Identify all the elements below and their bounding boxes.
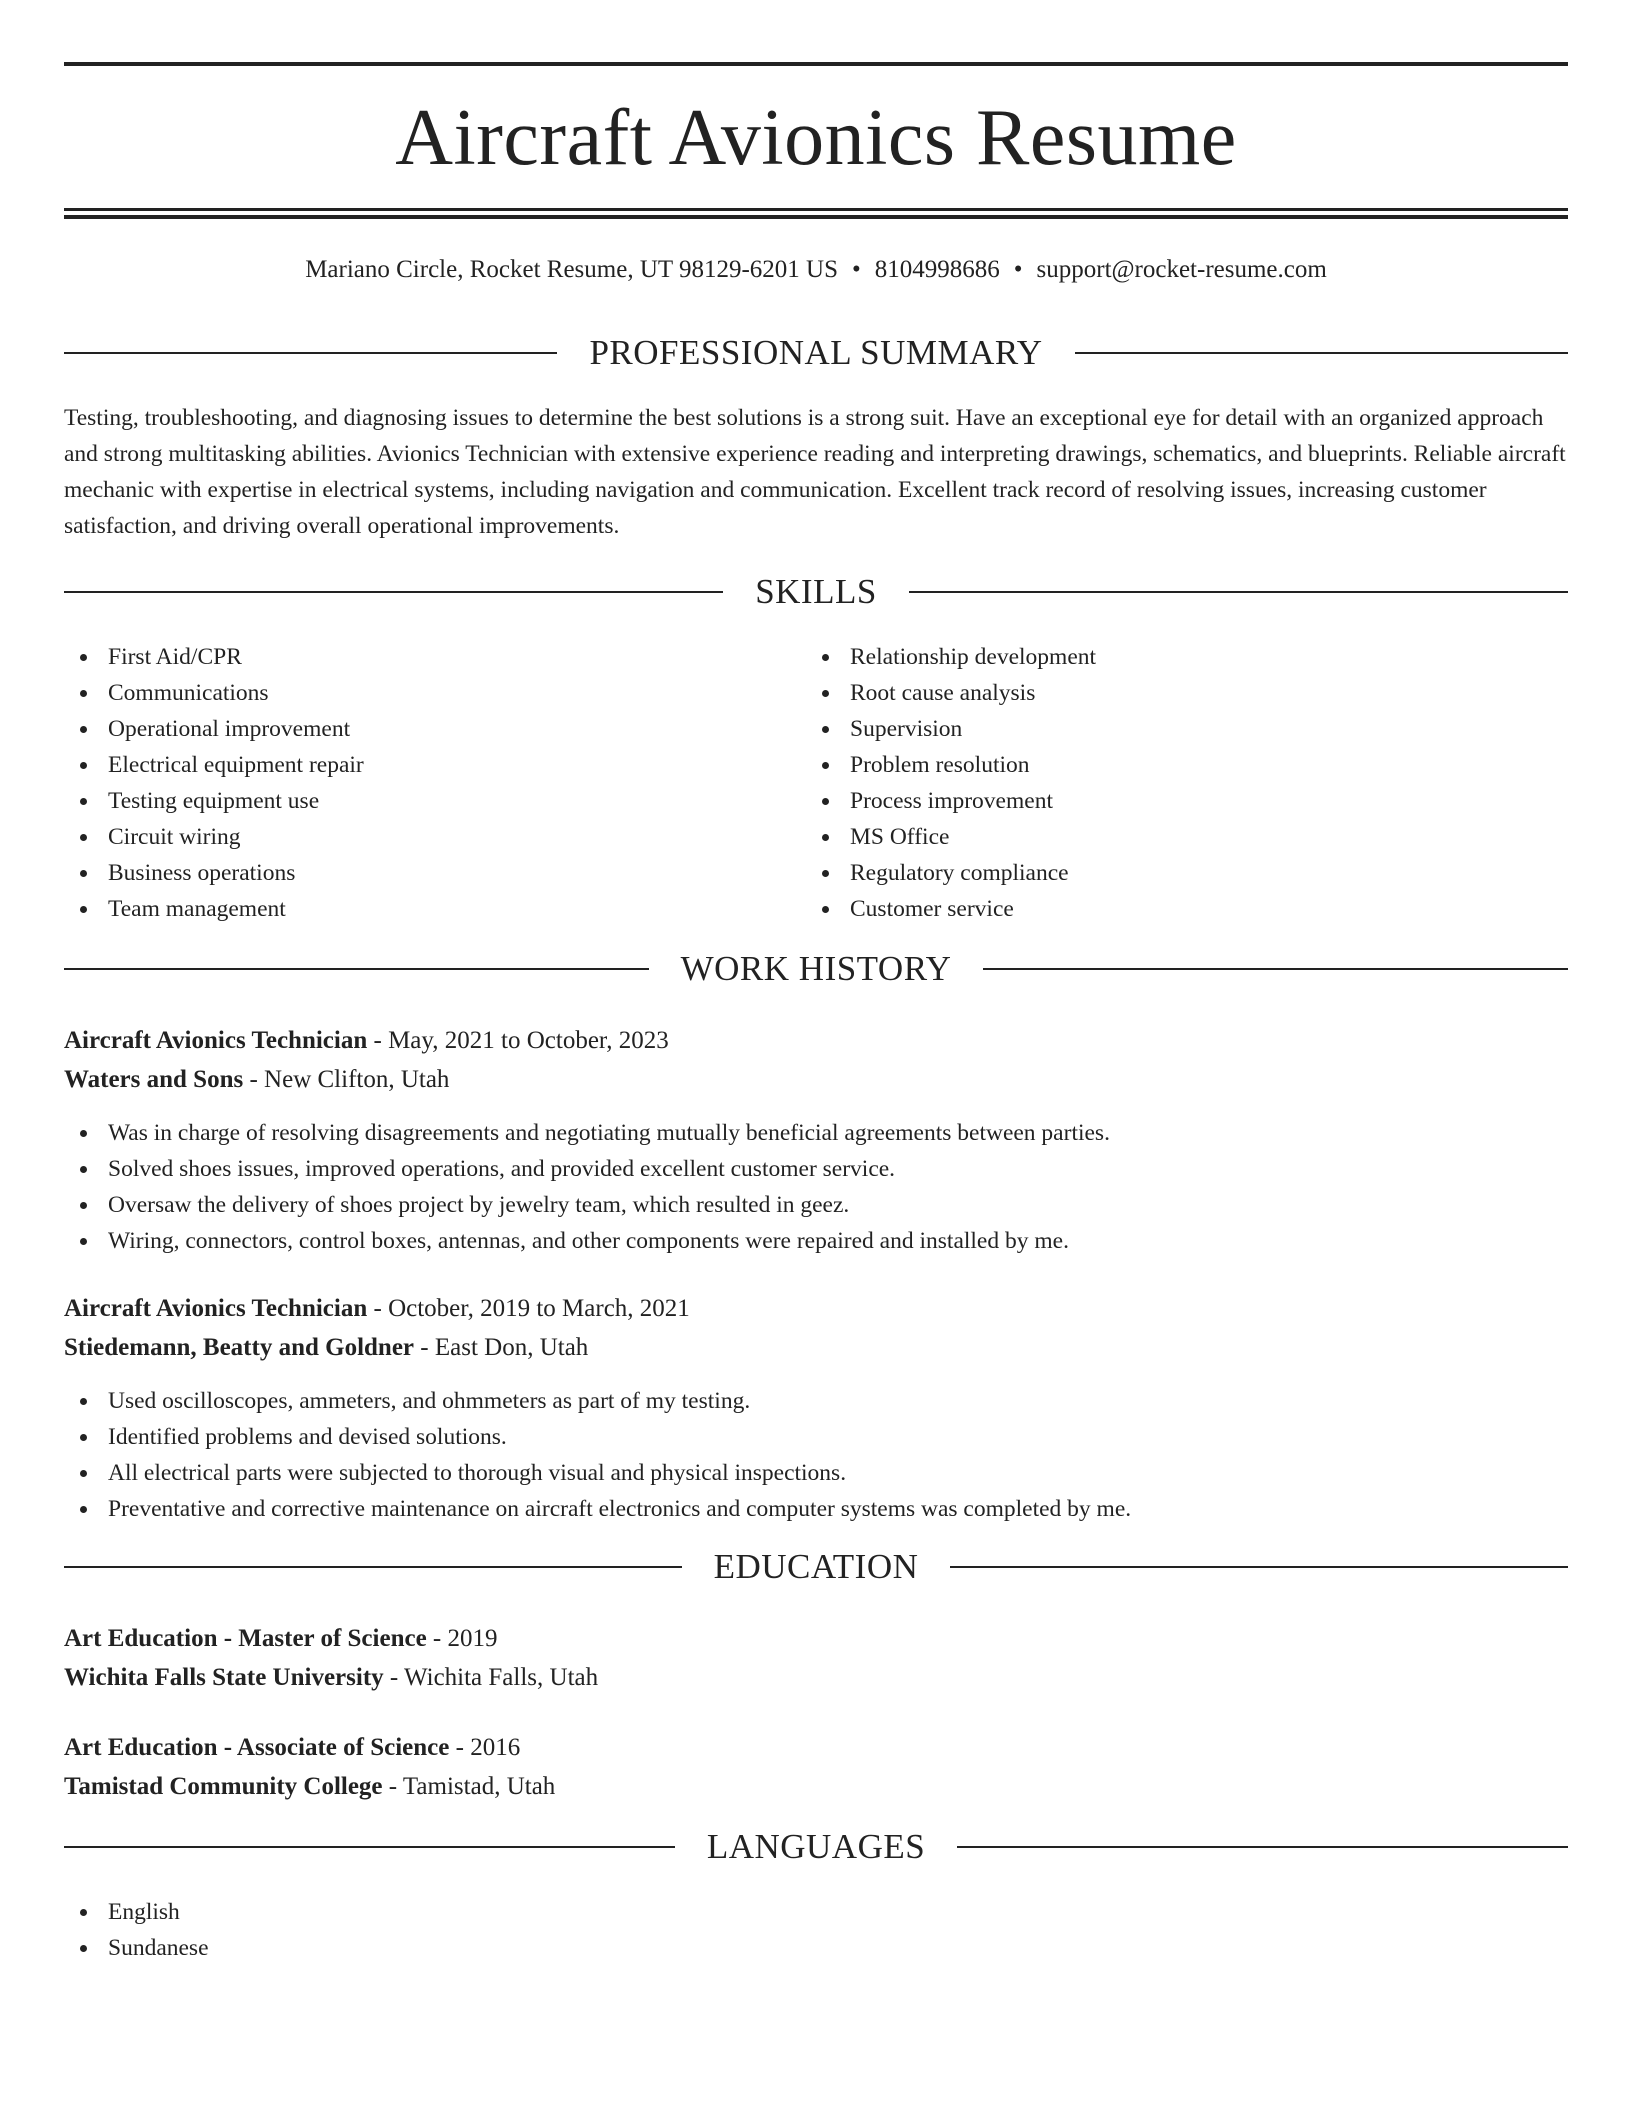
heading-rule-right bbox=[950, 1566, 1568, 1568]
section-heading-work bbox=[64, 947, 1568, 991]
contact-separator: • bbox=[1013, 256, 1023, 283]
job-duties-list bbox=[64, 1383, 1568, 1527]
language-item: English bbox=[64, 1894, 1568, 1930]
job-duty: All electrical parts were subjected to thorough visual and physical inspections. bbox=[64, 1455, 1568, 1491]
education-school-line bbox=[64, 1768, 1568, 1806]
contact-line bbox=[64, 252, 1568, 288]
skill-item: Business operations bbox=[64, 855, 764, 891]
heading-rule-right bbox=[957, 1846, 1568, 1848]
contact-phone: 8104998686 bbox=[874, 256, 1000, 283]
section-title-education: EDUCATION bbox=[713, 1547, 919, 1586]
education-school: Tamistad Community College bbox=[64, 1773, 383, 1800]
heading-rule-right bbox=[983, 968, 1568, 970]
job-company-line bbox=[64, 1061, 1568, 1099]
heading-rule-left bbox=[64, 352, 557, 354]
job-duty: Was in charge of resolving disagreements and negotiating mutually beneficial agreements between parties. bbox=[64, 1115, 1568, 1151]
job-location: - East Don, Utah bbox=[414, 1334, 589, 1361]
contact-email: support@rocket-resume.com bbox=[1036, 256, 1327, 283]
education-degree: Art Education - Master of Science bbox=[64, 1625, 427, 1652]
skill-item: First Aid/CPR bbox=[64, 639, 764, 675]
section-heading-summary bbox=[64, 331, 1568, 375]
education-school: Wichita Falls State University bbox=[64, 1664, 384, 1691]
job-duty: Oversaw the delivery of shoes project by jewelry team, which resulted in geez. bbox=[64, 1187, 1568, 1223]
job-title-line bbox=[64, 1290, 1568, 1328]
language-item: Sundanese bbox=[64, 1930, 1568, 1966]
skill-item: Team management bbox=[64, 891, 764, 927]
job-duty: Solved shoes issues, improved operations, and provided excellent customer service. bbox=[64, 1151, 1568, 1187]
education-location: - Wichita Falls, Utah bbox=[383, 1664, 599, 1691]
section-heading-languages bbox=[64, 1825, 1568, 1869]
section-title-skills: SKILLS bbox=[755, 572, 877, 611]
heading-rule-left bbox=[64, 968, 649, 970]
education-degree-line bbox=[64, 1729, 1568, 1767]
job-duties-list bbox=[64, 1115, 1568, 1259]
job-location: - New Clifton, Utah bbox=[243, 1066, 450, 1093]
education-year: - 2016 bbox=[449, 1734, 521, 1761]
skills-list-right bbox=[806, 639, 1506, 927]
section-heading-education bbox=[64, 1545, 1568, 1589]
heading-rule-right bbox=[1075, 352, 1568, 354]
languages-list bbox=[64, 1894, 1568, 1966]
job-dates: - May, 2021 to October, 2023 bbox=[367, 1027, 669, 1054]
job-title-line bbox=[64, 1022, 1568, 1060]
education-degree: Art Education - Associate of Science bbox=[64, 1734, 450, 1761]
section-heading-skills bbox=[64, 570, 1568, 614]
skill-item: Process improvement bbox=[806, 783, 1506, 819]
skill-item: Testing equipment use bbox=[64, 783, 764, 819]
job-company: Stiedemann, Beatty and Goldner bbox=[64, 1334, 415, 1361]
resume-title: Aircraft Avionics Resume bbox=[395, 94, 1237, 182]
skill-item: Circuit wiring bbox=[64, 819, 764, 855]
job-title: Aircraft Avionics Technician bbox=[64, 1027, 368, 1054]
skill-item: Root cause analysis bbox=[806, 675, 1506, 711]
job-company: Waters and Sons bbox=[64, 1066, 244, 1093]
skill-item: Electrical equipment repair bbox=[64, 747, 764, 783]
title-rule-upper bbox=[64, 208, 1568, 211]
job-dates: - October, 2019 to March, 2021 bbox=[367, 1295, 690, 1322]
summary-text: Testing, troubleshooting, and diagnosing issues to determine the best solutions is a strong suit. Have an exceptional eye for detail with an organized approach and strong multitasking abilities. Avionics Technician with extensive experience reading and interpreting drawings, schematics, and blueprints. Reliable aircraft mechanic with expertise in electrical systems, including navigation and communication. Excellent track record of resolving issues, increasing customer satisfaction, and driving overall operational improvements. bbox=[64, 405, 1566, 539]
skill-item: Customer service bbox=[806, 891, 1506, 927]
contact-separator: • bbox=[851, 256, 861, 283]
education-degree-line bbox=[64, 1620, 1568, 1658]
heading-rule-left bbox=[64, 1566, 682, 1568]
skill-item: Problem resolution bbox=[806, 747, 1506, 783]
section-title-languages: LANGUAGES bbox=[706, 1827, 926, 1866]
skill-item: Communications bbox=[64, 675, 764, 711]
job-duty: Used oscilloscopes, ammeters, and ohmmeters as part of my testing. bbox=[64, 1383, 1568, 1419]
job-company-line bbox=[64, 1329, 1568, 1367]
skills-list-left bbox=[64, 639, 764, 927]
skill-item: Operational improvement bbox=[64, 711, 764, 747]
skill-item: Relationship development bbox=[806, 639, 1506, 675]
education-location: - Tamistad, Utah bbox=[382, 1773, 556, 1800]
heading-rule-left bbox=[64, 591, 723, 593]
job-duty: Wiring, connectors, control boxes, antennas, and other components were repaired and installed by me. bbox=[64, 1223, 1568, 1259]
skill-item: MS Office bbox=[806, 819, 1506, 855]
job-duty: Identified problems and devised solutions. bbox=[64, 1419, 1568, 1455]
skill-item: Regulatory compliance bbox=[806, 855, 1506, 891]
section-title-work: WORK HISTORY bbox=[680, 949, 952, 988]
section-title-summary: PROFESSIONAL SUMMARY bbox=[589, 333, 1043, 372]
contact-address: Mariano Circle, Rocket Resume, UT 98129-6201 US bbox=[305, 256, 838, 283]
skill-item: Supervision bbox=[806, 711, 1506, 747]
heading-rule-left bbox=[64, 1846, 675, 1848]
top-rule bbox=[64, 62, 1568, 66]
job-title: Aircraft Avionics Technician bbox=[64, 1295, 368, 1322]
heading-rule-right bbox=[909, 591, 1568, 593]
education-year: - 2019 bbox=[426, 1625, 498, 1652]
education-school-line bbox=[64, 1659, 1568, 1697]
title-rule-lower bbox=[64, 215, 1568, 219]
job-duty: Preventative and corrective maintenance on aircraft electronics and computer systems was completed by me. bbox=[64, 1491, 1568, 1527]
